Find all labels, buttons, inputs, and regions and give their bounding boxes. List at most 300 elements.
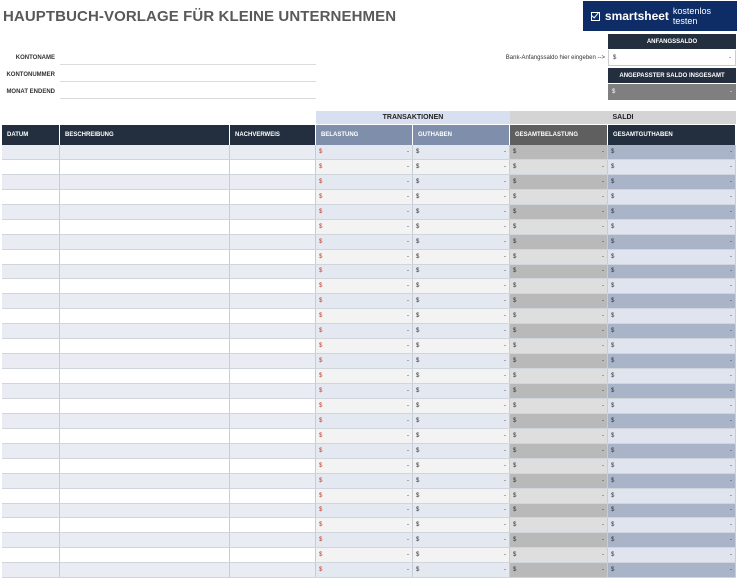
- table-row: [2, 205, 736, 220]
- cell-reference[interactable]: [230, 399, 316, 413]
- cell-total-credit[interactable]: [608, 459, 736, 473]
- currency-symbol: $: [611, 477, 615, 484]
- amount-value: -: [504, 148, 506, 155]
- cell-date[interactable]: [2, 399, 60, 413]
- cell-reference[interactable]: [230, 175, 316, 189]
- account-name-field[interactable]: [60, 50, 316, 65]
- cell-reference[interactable]: [230, 533, 316, 547]
- cell-credit[interactable]: [413, 279, 510, 293]
- currency-symbol: $: [513, 402, 517, 409]
- cell-reference[interactable]: [230, 220, 316, 234]
- cell-total-credit[interactable]: [608, 429, 736, 443]
- amount-value: -: [602, 238, 604, 245]
- cell-total-credit[interactable]: [608, 294, 736, 308]
- currency-symbol: $: [513, 238, 517, 245]
- cell-total-debit[interactable]: [510, 175, 608, 189]
- cell-total-credit[interactable]: [608, 384, 736, 398]
- cell-debit[interactable]: [316, 429, 413, 443]
- cell-description[interactable]: [60, 220, 230, 234]
- cell-date[interactable]: [2, 205, 60, 219]
- currency-symbol: $: [319, 268, 323, 275]
- amount-value: -: [504, 522, 506, 529]
- currency-symbol: $: [513, 387, 517, 394]
- cell-date[interactable]: [2, 369, 60, 383]
- cell-debit[interactable]: [316, 489, 413, 503]
- cell-description[interactable]: [60, 384, 230, 398]
- table-row: [2, 250, 736, 265]
- cell-reference[interactable]: [230, 339, 316, 353]
- amount-value: -: [730, 417, 732, 424]
- cell-debit[interactable]: [316, 190, 413, 204]
- cell-total-credit[interactable]: [608, 175, 736, 189]
- cell-reference[interactable]: [230, 548, 316, 562]
- cell-reference[interactable]: [230, 414, 316, 428]
- cell-description[interactable]: [60, 459, 230, 473]
- transactions-group-header: TRANSAKTIONEN: [316, 111, 510, 124]
- currency-symbol: $: [319, 373, 323, 380]
- cell-total-debit[interactable]: [510, 279, 608, 293]
- currency-symbol: $: [416, 492, 420, 499]
- cell-description[interactable]: [60, 414, 230, 428]
- month-ending-field[interactable]: [60, 84, 316, 99]
- cell-reference[interactable]: [230, 145, 316, 159]
- currency-symbol: $: [611, 328, 615, 335]
- amount-value: -: [602, 148, 604, 155]
- cell-total-debit[interactable]: [510, 160, 608, 174]
- cell-date[interactable]: [2, 384, 60, 398]
- cell-credit[interactable]: [413, 533, 510, 547]
- cell-date[interactable]: [2, 459, 60, 473]
- cell-total-debit[interactable]: [510, 548, 608, 562]
- cell-description[interactable]: [60, 309, 230, 323]
- cell-debit[interactable]: [316, 504, 413, 518]
- cell-reference[interactable]: [230, 384, 316, 398]
- col-date: DATUM: [2, 125, 60, 145]
- cell-credit[interactable]: [413, 190, 510, 204]
- cell-debit[interactable]: [316, 533, 413, 547]
- cell-reference[interactable]: [230, 190, 316, 204]
- cell-debit[interactable]: [316, 459, 413, 473]
- cell-total-credit[interactable]: [608, 504, 736, 518]
- cell-date[interactable]: [2, 160, 60, 174]
- cell-debit[interactable]: [316, 160, 413, 174]
- cell-total-credit[interactable]: [608, 205, 736, 219]
- cell-reference[interactable]: [230, 563, 316, 577]
- cell-total-credit[interactable]: [608, 279, 736, 293]
- amount-value: -: [730, 163, 732, 170]
- cell-description[interactable]: [60, 339, 230, 353]
- cell-date[interactable]: [2, 309, 60, 323]
- cell-credit[interactable]: [413, 429, 510, 443]
- amount-value: -: [730, 268, 732, 275]
- cell-total-credit[interactable]: [608, 235, 736, 249]
- cell-reference[interactable]: [230, 474, 316, 488]
- table-row: [2, 220, 736, 235]
- cell-total-credit[interactable]: [608, 518, 736, 532]
- table-row: [2, 548, 736, 563]
- amount-value: -: [730, 283, 732, 290]
- cell-total-debit[interactable]: [510, 399, 608, 413]
- cell-credit[interactable]: [413, 339, 510, 353]
- cell-total-credit[interactable]: [608, 250, 736, 264]
- cell-total-credit[interactable]: [608, 563, 736, 577]
- amount-value: -: [407, 208, 409, 215]
- cell-debit[interactable]: [316, 250, 413, 264]
- cell-total-debit[interactable]: [510, 324, 608, 338]
- cell-description[interactable]: [60, 205, 230, 219]
- currency-symbol: $: [319, 193, 323, 200]
- cell-total-debit[interactable]: [510, 294, 608, 308]
- cell-reference[interactable]: [230, 354, 316, 368]
- cell-debit[interactable]: [316, 145, 413, 159]
- cell-reference[interactable]: [230, 250, 316, 264]
- cell-total-credit[interactable]: [608, 339, 736, 353]
- cell-reference[interactable]: [230, 160, 316, 174]
- cell-debit[interactable]: [316, 294, 413, 308]
- cell-credit[interactable]: [413, 489, 510, 503]
- cell-credit[interactable]: [413, 175, 510, 189]
- cell-description[interactable]: [60, 265, 230, 279]
- cell-total-debit[interactable]: [510, 339, 608, 353]
- table-row: [2, 160, 736, 175]
- currency-symbol: $: [611, 313, 615, 320]
- currency-symbol: $: [513, 522, 517, 529]
- cell-credit[interactable]: [413, 504, 510, 518]
- cell-credit[interactable]: [413, 414, 510, 428]
- currency-symbol: $: [416, 328, 420, 335]
- cell-credit[interactable]: [413, 160, 510, 174]
- table-row: [2, 190, 736, 205]
- cell-reference[interactable]: [230, 459, 316, 473]
- cell-description[interactable]: [60, 145, 230, 159]
- cell-debit[interactable]: [316, 175, 413, 189]
- cell-credit[interactable]: [413, 220, 510, 234]
- cell-description[interactable]: [60, 324, 230, 338]
- amount-value: -: [504, 193, 506, 200]
- balances-group-header: SALDI: [510, 111, 736, 124]
- amount-value: -: [407, 238, 409, 245]
- cell-debit[interactable]: [316, 414, 413, 428]
- currency-symbol: $: [416, 358, 420, 365]
- cell-date[interactable]: [2, 489, 60, 503]
- cell-description[interactable]: [60, 175, 230, 189]
- cell-debit[interactable]: [316, 324, 413, 338]
- cell-debit[interactable]: [316, 354, 413, 368]
- cell-total-debit[interactable]: [510, 429, 608, 443]
- amount-value: -: [602, 223, 604, 230]
- cell-description[interactable]: [60, 474, 230, 488]
- cell-credit[interactable]: [413, 265, 510, 279]
- cell-date[interactable]: [2, 504, 60, 518]
- cell-credit[interactable]: [413, 444, 510, 458]
- currency-symbol: $: [611, 552, 615, 559]
- cell-total-debit[interactable]: [510, 235, 608, 249]
- cell-date[interactable]: [2, 220, 60, 234]
- cell-credit[interactable]: [413, 205, 510, 219]
- cell-total-debit[interactable]: [510, 309, 608, 323]
- amount-value: -: [730, 447, 732, 454]
- currency-symbol: $: [416, 253, 420, 260]
- amount-value: -: [504, 567, 506, 574]
- page-title: HAUPTBUCH-VORLAGE FÜR KLEINE UNTERNEHMEN: [3, 8, 397, 25]
- cell-reference[interactable]: [230, 205, 316, 219]
- cell-total-debit[interactable]: [510, 474, 608, 488]
- currency-symbol: $: [513, 298, 517, 305]
- cell-date[interactable]: [2, 518, 60, 532]
- cell-total-credit[interactable]: [608, 444, 736, 458]
- cell-description[interactable]: [60, 294, 230, 308]
- amount-value: -: [407, 358, 409, 365]
- currency-symbol: $: [416, 537, 420, 544]
- cell-description[interactable]: [60, 489, 230, 503]
- cell-date[interactable]: [2, 414, 60, 428]
- amount-value: -: [504, 477, 506, 484]
- cell-total-credit[interactable]: [608, 548, 736, 562]
- cell-total-debit[interactable]: [510, 250, 608, 264]
- cell-debit[interactable]: [316, 474, 413, 488]
- currency-symbol: $: [319, 447, 323, 454]
- amount-value: -: [504, 208, 506, 215]
- amount-value: -: [504, 552, 506, 559]
- cell-description[interactable]: [60, 279, 230, 293]
- cell-total-credit[interactable]: [608, 309, 736, 323]
- cell-total-credit[interactable]: [608, 489, 736, 503]
- cell-date[interactable]: [2, 235, 60, 249]
- currency-symbol: $: [416, 193, 420, 200]
- cell-total-debit[interactable]: [510, 220, 608, 234]
- opening-balance-input[interactable]: [608, 50, 736, 66]
- amount-value: -: [730, 387, 732, 394]
- cell-description[interactable]: [60, 160, 230, 174]
- currency-symbol: $: [416, 313, 420, 320]
- cell-credit[interactable]: [413, 324, 510, 338]
- cell-total-credit[interactable]: [608, 324, 736, 338]
- cell-description[interactable]: [60, 518, 230, 532]
- cell-total-credit[interactable]: [608, 354, 736, 368]
- cell-debit[interactable]: [316, 548, 413, 562]
- cell-date[interactable]: [2, 190, 60, 204]
- cell-reference[interactable]: [230, 489, 316, 503]
- cell-total-debit[interactable]: [510, 265, 608, 279]
- cell-date[interactable]: [2, 250, 60, 264]
- amount-value: -: [407, 447, 409, 454]
- amount-value: -: [730, 432, 732, 439]
- cell-description[interactable]: [60, 444, 230, 458]
- cell-credit[interactable]: [413, 548, 510, 562]
- cell-debit[interactable]: [316, 518, 413, 532]
- cell-date[interactable]: [2, 474, 60, 488]
- cell-total-credit[interactable]: [608, 265, 736, 279]
- cell-date[interactable]: [2, 533, 60, 547]
- cell-date[interactable]: [2, 429, 60, 443]
- adjusted-balance-header: ANGEPASSTER SALDO INSGESAMT: [608, 68, 736, 83]
- cell-date[interactable]: [2, 324, 60, 338]
- smartsheet-trial-banner[interactable]: [583, 1, 737, 31]
- cell-credit[interactable]: [413, 369, 510, 383]
- amount-value: -: [407, 373, 409, 380]
- amount-value: -: [602, 208, 604, 215]
- currency-symbol: $: [513, 507, 517, 514]
- cell-total-debit[interactable]: [510, 518, 608, 532]
- cell-total-credit[interactable]: [608, 190, 736, 204]
- account-number-field[interactable]: [60, 67, 316, 82]
- cell-description[interactable]: [60, 563, 230, 577]
- cell-total-debit[interactable]: [510, 444, 608, 458]
- amount-value: -: [407, 387, 409, 394]
- cell-total-debit[interactable]: [510, 145, 608, 159]
- cell-debit[interactable]: [316, 235, 413, 249]
- table-row: [2, 504, 736, 519]
- cell-description[interactable]: [60, 235, 230, 249]
- cell-description[interactable]: [60, 354, 230, 368]
- cell-credit[interactable]: [413, 384, 510, 398]
- cell-total-debit[interactable]: [510, 459, 608, 473]
- currency-symbol: $: [319, 387, 323, 394]
- cell-total-debit[interactable]: [510, 414, 608, 428]
- cell-credit[interactable]: [413, 250, 510, 264]
- amount-value: -: [730, 462, 732, 469]
- currency-symbol: $: [319, 537, 323, 544]
- cell-description[interactable]: [60, 250, 230, 264]
- amount-value: -: [730, 507, 732, 514]
- cell-total-credit[interactable]: [608, 414, 736, 428]
- table-row: [2, 459, 736, 474]
- cell-total-credit[interactable]: [608, 145, 736, 159]
- currency-symbol: $: [611, 223, 615, 230]
- cell-total-credit[interactable]: [608, 474, 736, 488]
- cell-reference[interactable]: [230, 444, 316, 458]
- cell-total-debit[interactable]: [510, 489, 608, 503]
- cell-reference[interactable]: [230, 324, 316, 338]
- cell-total-credit[interactable]: [608, 160, 736, 174]
- cell-date[interactable]: [2, 548, 60, 562]
- cell-reference[interactable]: [230, 504, 316, 518]
- cell-reference[interactable]: [230, 265, 316, 279]
- currency-symbol: $: [319, 522, 323, 529]
- table-row: [2, 429, 736, 444]
- cell-date[interactable]: [2, 294, 60, 308]
- cell-total-debit[interactable]: [510, 369, 608, 383]
- currency-symbol: $: [611, 417, 615, 424]
- cell-total-debit[interactable]: [510, 384, 608, 398]
- amount-value: -: [504, 178, 506, 185]
- currency-symbol: $: [513, 193, 517, 200]
- table-row: [2, 518, 736, 533]
- cell-reference[interactable]: [230, 369, 316, 383]
- cell-debit[interactable]: [316, 220, 413, 234]
- cell-total-debit[interactable]: [510, 354, 608, 368]
- cell-debit[interactable]: [316, 399, 413, 413]
- cell-debit[interactable]: [316, 339, 413, 353]
- currency-symbol: $: [319, 552, 323, 559]
- cell-date[interactable]: [2, 175, 60, 189]
- cell-total-debit[interactable]: [510, 563, 608, 577]
- cell-reference[interactable]: [230, 429, 316, 443]
- cell-total-credit[interactable]: [608, 369, 736, 383]
- cell-debit[interactable]: [316, 444, 413, 458]
- cell-description[interactable]: [60, 504, 230, 518]
- cell-reference[interactable]: [230, 235, 316, 249]
- cell-debit[interactable]: [316, 563, 413, 577]
- currency-symbol: $: [611, 567, 615, 574]
- cell-debit[interactable]: [316, 279, 413, 293]
- cell-description[interactable]: [60, 369, 230, 383]
- cell-debit[interactable]: [316, 384, 413, 398]
- cell-reference[interactable]: [230, 518, 316, 532]
- cell-date[interactable]: [2, 265, 60, 279]
- cell-reference[interactable]: [230, 279, 316, 293]
- amount-value: -: [602, 492, 604, 499]
- cell-total-credit[interactable]: [608, 399, 736, 413]
- cell-credit[interactable]: [413, 235, 510, 249]
- cell-debit[interactable]: [316, 309, 413, 323]
- cell-credit[interactable]: [413, 145, 510, 159]
- cell-description[interactable]: [60, 190, 230, 204]
- amount-value: -: [602, 298, 604, 305]
- currency-symbol: $: [513, 537, 517, 544]
- currency-symbol: $: [611, 193, 615, 200]
- amount-value: -: [407, 163, 409, 170]
- cell-credit[interactable]: [413, 518, 510, 532]
- cell-total-debit[interactable]: [510, 190, 608, 204]
- cell-description[interactable]: [60, 429, 230, 443]
- cell-credit[interactable]: [413, 459, 510, 473]
- cell-reference[interactable]: [230, 294, 316, 308]
- currency-symbol: $: [611, 208, 615, 215]
- currency-symbol: $: [513, 492, 517, 499]
- cell-credit[interactable]: [413, 354, 510, 368]
- cell-credit[interactable]: [413, 309, 510, 323]
- cell-credit[interactable]: [413, 563, 510, 577]
- cell-credit[interactable]: [413, 474, 510, 488]
- amount-value: -: [407, 283, 409, 290]
- amount-value: -: [407, 537, 409, 544]
- amount-value: -: [504, 537, 506, 544]
- amount-value: -: [407, 313, 409, 320]
- cell-total-debit[interactable]: [510, 504, 608, 518]
- cell-credit[interactable]: [413, 294, 510, 308]
- currency-symbol: $: [319, 358, 323, 365]
- trial-link[interactable]: kostenlos testen: [672, 6, 711, 26]
- cell-description[interactable]: [60, 399, 230, 413]
- cell-credit[interactable]: [413, 399, 510, 413]
- cell-description[interactable]: [60, 548, 230, 562]
- cell-date[interactable]: [2, 279, 60, 293]
- cell-date[interactable]: [2, 444, 60, 458]
- cell-total-credit[interactable]: [608, 533, 736, 547]
- cell-total-debit[interactable]: [510, 205, 608, 219]
- cell-total-debit[interactable]: [510, 533, 608, 547]
- currency-symbol: $: [611, 522, 615, 529]
- cell-date[interactable]: [2, 339, 60, 353]
- cell-reference[interactable]: [230, 309, 316, 323]
- currency-symbol: $: [416, 343, 420, 350]
- cell-date[interactable]: [2, 354, 60, 368]
- currency-symbol: $: [416, 387, 420, 394]
- cell-date[interactable]: [2, 145, 60, 159]
- cell-total-credit[interactable]: [608, 220, 736, 234]
- cell-debit[interactable]: [316, 369, 413, 383]
- amount-value: -: [504, 507, 506, 514]
- amount-value: -: [602, 537, 604, 544]
- col-description: BESCHREIBUNG: [60, 125, 230, 145]
- cell-date[interactable]: [2, 563, 60, 577]
- cell-debit[interactable]: [316, 205, 413, 219]
- cell-description[interactable]: [60, 533, 230, 547]
- amount-value: -: [730, 402, 732, 409]
- currency-symbol: $: [611, 358, 615, 365]
- cell-debit[interactable]: [316, 265, 413, 279]
